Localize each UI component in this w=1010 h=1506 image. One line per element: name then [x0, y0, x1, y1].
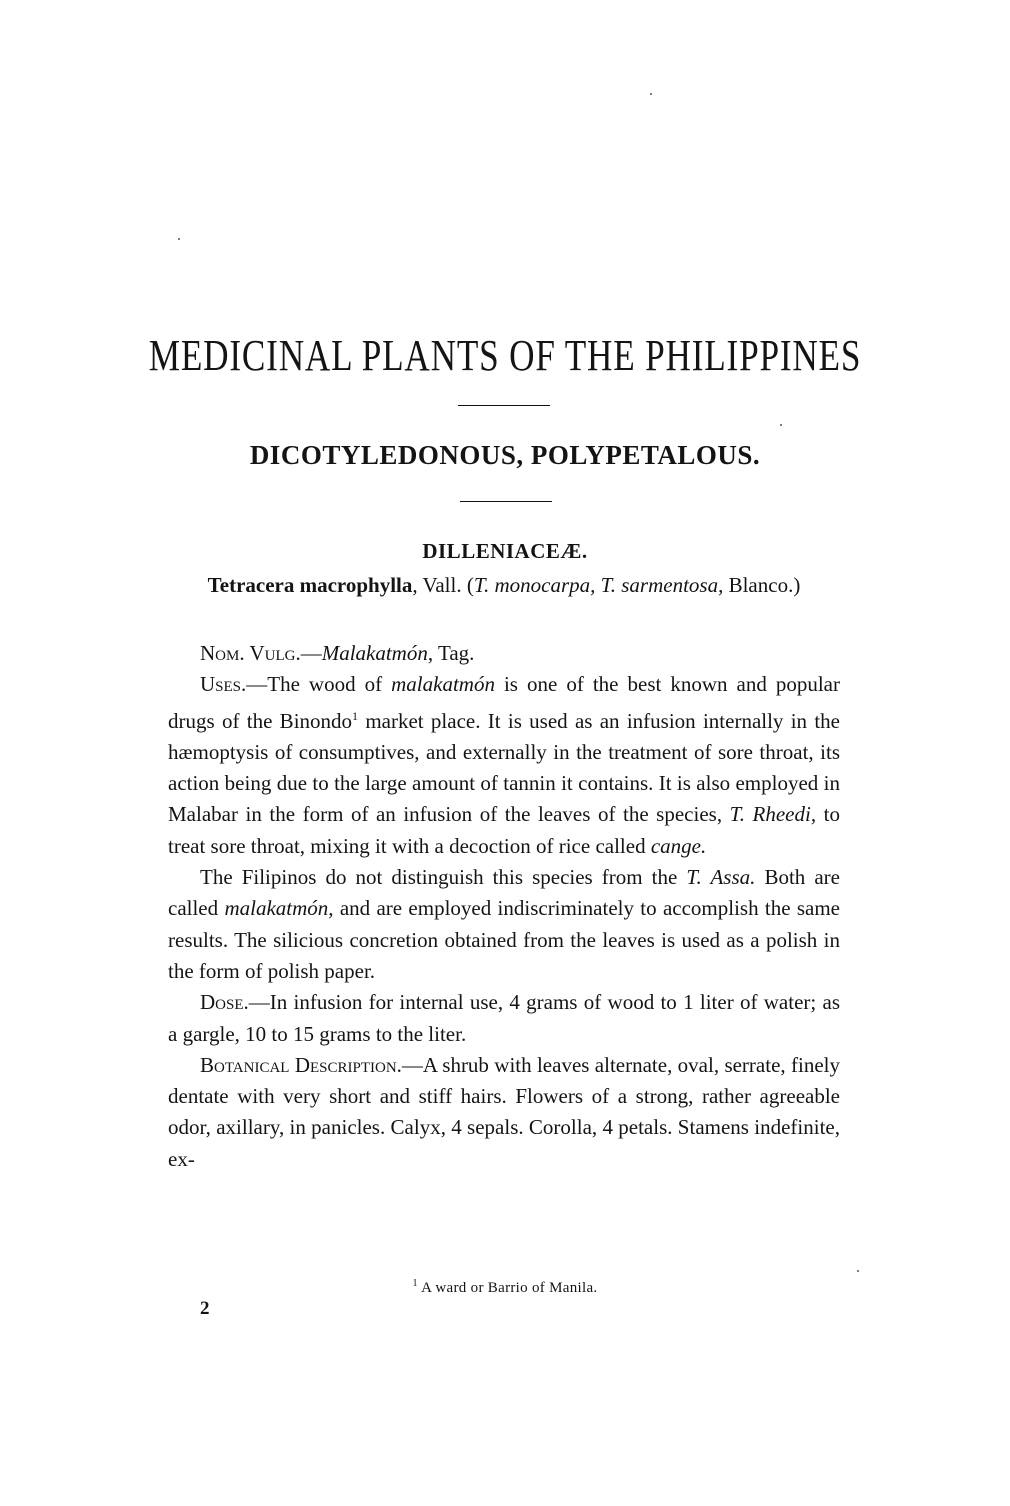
- species-synonyms: T. monocarpa, T. sarmentosa: [473, 573, 719, 597]
- division-heading: DICOTYLEDONOUS, POLYPETALOUS.: [249, 440, 761, 470]
- dose-paragraph: [168, 987, 840, 1050]
- botanical-paragraph: [168, 1050, 840, 1175]
- uses-italic: malakatmón: [391, 672, 495, 697]
- filipinos-paragraph: [168, 862, 840, 987]
- nom-vulg-label: Nom. Vulg.: [200, 641, 301, 665]
- uses-text: —The wood of: [246, 672, 392, 697]
- speck: [857, 1270, 859, 1272]
- species-author: , Vall.: [412, 573, 462, 597]
- nom-vulg-rest: , Tag.: [427, 641, 475, 665]
- page-number: 2: [200, 1298, 210, 1319]
- footnote-marker: 1: [352, 708, 359, 723]
- uses-label: Uses.: [200, 672, 247, 697]
- species-name: Tetracera macrophylla: [207, 573, 413, 597]
- uses-text: Both are called: [168, 865, 840, 921]
- uses-text: to treat sore throat, mixing it with a decoction of rice called: [168, 802, 840, 858]
- nom-vulg-name: Malakatmón: [321, 641, 428, 665]
- uses-italic: cange.: [650, 833, 707, 858]
- speck: [780, 424, 782, 426]
- body-text: [168, 638, 840, 1175]
- uses-text: and are employed indiscriminately to accomplish the same results. The silicious concretion obtained from the leaves is used as a polish in the form of polish paper.: [168, 896, 841, 983]
- footnote-mark: 1: [412, 1278, 418, 1289]
- uses-italic: T. Assa.: [686, 865, 756, 890]
- uses-text: The Filipinos do not distinguish this species from the: [200, 865, 687, 890]
- synonyms-open: (: [461, 573, 474, 597]
- speck: [650, 93, 652, 95]
- uses-paragraph: [168, 669, 840, 862]
- synonyms-close: , Blanco.): [718, 573, 801, 597]
- uses-italic: T. Rheedi,: [729, 802, 817, 827]
- dose-text: —In infusion for internal use, 4 grams of wood to 1 liter of water; as a gargle, 10 to 15 grams to the liter.: [168, 990, 840, 1046]
- page-title: MEDICINAL PLANTS OF THE PHILIPPINES: [148, 331, 862, 380]
- botanical-label: Botanical Description.: [200, 1052, 402, 1077]
- division-rule: [460, 501, 552, 502]
- family-heading: DILLENIACEÆ.: [422, 539, 588, 563]
- footnote: [0, 1274, 1010, 1298]
- nom-vulg-paragraph: [168, 638, 840, 669]
- uses-text: market place. It is used as an infusion internally in the hæmoptysis of consumptives, and externally in the treatment of sore throat, its action being due to the large amount of tannin it contains. It is also employed in Malabar in the form of an infusion of the leaves of the species,: [168, 708, 840, 827]
- title-rule: [458, 405, 550, 406]
- species-heading: [168, 570, 840, 601]
- nom-vulg-dash: —: [300, 641, 322, 665]
- uses-italic: malakatmón,: [224, 896, 334, 921]
- speck: [178, 238, 180, 240]
- botanical-text: —A shrub with leaves alternate, oval, serrate, finely dentate with very short and stiff hairs. Flowers of a strong, rather agreeable odor, axillary, in panicles. Calyx, 4 sepals. Corolla, 4 petals. Stamens indefinite, ex-: [168, 1052, 840, 1171]
- footnote-text: A ward or Barrio of Manila.: [417, 1280, 598, 1296]
- dose-label: Dose.: [200, 990, 249, 1015]
- uses-text: is one of the best known and popular drugs of the Binondo: [168, 672, 840, 733]
